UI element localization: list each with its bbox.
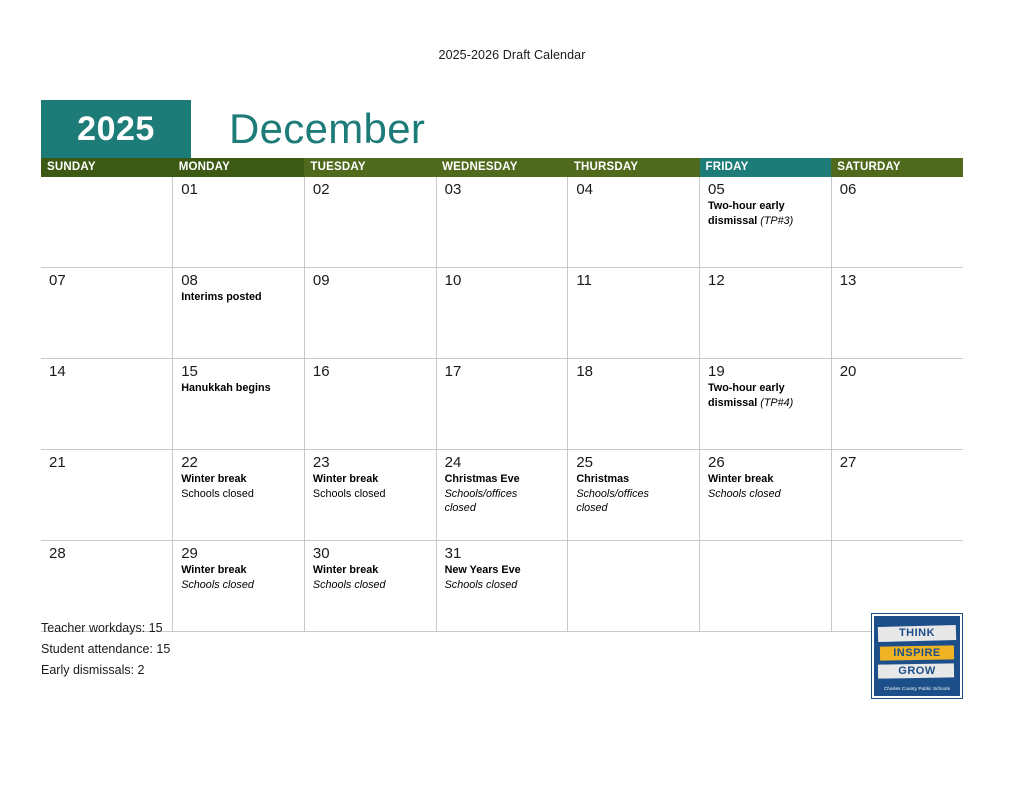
- calendar-empty-cell: [568, 541, 700, 632]
- day-event-text: Winter break: [312, 564, 379, 577]
- day-event-text: Schools closed: [181, 487, 254, 500]
- day-event-text: dismissal: [708, 214, 758, 227]
- day-event-text: Schools closed: [181, 578, 254, 591]
- day-number: 22: [181, 454, 198, 471]
- day-event-text: Schools/offices: [576, 487, 649, 500]
- day-number: 10: [444, 272, 462, 289]
- day-event-text: Schools closed: [444, 578, 518, 591]
- day-event: [708, 199, 825, 213]
- day-event-text: New Years Eve: [444, 564, 521, 577]
- day-event: [313, 563, 430, 577]
- summary-teacher-workdays: Teacher workdays: 15: [41, 621, 163, 635]
- calendar-day-cell[interactable]: [436, 268, 568, 359]
- day-event: [445, 563, 562, 577]
- district-logo: [872, 614, 958, 694]
- day-event: [181, 578, 298, 592]
- day-event-text: Winter break: [312, 473, 379, 486]
- day-number: 12: [708, 272, 725, 289]
- day-number: 17: [444, 363, 462, 380]
- day-number: 08: [181, 272, 198, 289]
- calendar-day-cell[interactable]: [831, 177, 963, 268]
- day-event-text: dismissal: [708, 396, 758, 409]
- calendar-day-cell[interactable]: [700, 268, 832, 359]
- weekday-header-wednesday: WEDNESDAY: [436, 158, 568, 177]
- calendar-day-cell[interactable]: [304, 177, 436, 268]
- calendar-day-cell[interactable]: [831, 450, 963, 541]
- calendar-day-cell[interactable]: [173, 450, 305, 541]
- day-event: [708, 487, 825, 501]
- calendar-day-cell[interactable]: [304, 268, 436, 359]
- day-event-text: Winter break: [708, 473, 774, 486]
- calendar-day-cell[interactable]: [700, 359, 832, 450]
- day-event: [708, 381, 825, 395]
- day-event-text: Schools closed: [312, 487, 386, 500]
- day-event: [576, 487, 693, 501]
- day-event-text: Schools closed: [708, 487, 781, 500]
- weekday-header-row: [41, 158, 963, 177]
- day-event-text: Winter break: [181, 473, 247, 486]
- day-number: 31: [444, 545, 462, 562]
- calendar-day-cell[interactable]: [173, 541, 305, 632]
- day-number: 26: [708, 454, 725, 471]
- day-number: 04: [576, 181, 593, 198]
- calendar-week-row: [41, 450, 963, 541]
- day-number: 16: [312, 363, 330, 380]
- day-event: [445, 487, 562, 501]
- day-event-text: Two-hour early: [708, 200, 785, 213]
- calendar-day-cell[interactable]: [831, 268, 963, 359]
- day-number: 01: [181, 181, 198, 198]
- calendar-day-cell[interactable]: [831, 359, 963, 450]
- day-event: [445, 578, 562, 592]
- calendar-day-cell[interactable]: [436, 359, 568, 450]
- calendar-empty-cell: [41, 177, 173, 268]
- day-event: [313, 578, 430, 592]
- weekday-header-friday: FRIDAY: [700, 158, 832, 177]
- calendar-day-cell[interactable]: [304, 450, 436, 541]
- day-event-text: Christmas Eve: [444, 473, 520, 486]
- calendar-day-cell[interactable]: [568, 359, 700, 450]
- calendar-day-cell[interactable]: [436, 541, 568, 632]
- month-title: December: [229, 105, 426, 152]
- calendar-week-row: [41, 177, 963, 268]
- calendar-day-cell[interactable]: [304, 359, 436, 450]
- day-event-text: Interims posted: [181, 291, 262, 304]
- logo-line-inspire: INSPIRE: [893, 647, 941, 659]
- day-number: 05: [708, 181, 725, 198]
- day-event-text: Winter break: [181, 564, 247, 577]
- day-number: 07: [49, 272, 66, 289]
- day-event: [708, 214, 825, 228]
- day-event-text: Christmas: [576, 473, 630, 486]
- day-event: [181, 381, 298, 395]
- calendar-title-row: [41, 100, 963, 158]
- day-number: 15: [181, 363, 198, 380]
- day-number: 29: [181, 545, 198, 562]
- calendar-day-cell[interactable]: [436, 450, 568, 541]
- day-number: 30: [312, 545, 330, 562]
- day-event: [445, 501, 562, 515]
- calendar-day-cell[interactable]: [568, 177, 700, 268]
- day-event-text: closed: [444, 501, 476, 514]
- day-number: 11: [576, 272, 592, 289]
- day-number: 28: [49, 545, 66, 562]
- day-event: [708, 472, 825, 486]
- calendar-day-cell[interactable]: [304, 541, 436, 632]
- calendar-body: [41, 177, 963, 632]
- calendar: [41, 100, 963, 632]
- day-event-suffix: (TP#4): [760, 396, 794, 409]
- day-number: 21: [49, 454, 66, 471]
- weekday-header-tuesday: TUESDAY: [304, 158, 436, 177]
- logo-caption: Charles County Public Schools: [884, 686, 950, 691]
- day-event-text: Hanukkah begins: [181, 382, 271, 395]
- day-number: 27: [839, 454, 857, 471]
- year-badge: 2025: [41, 100, 191, 158]
- calendar-day-cell[interactable]: [41, 450, 173, 541]
- logo-line-grow: GROW: [898, 665, 936, 677]
- calendar-week-row: [41, 268, 963, 359]
- calendar-day-cell[interactable]: [436, 177, 568, 268]
- calendar-day-cell[interactable]: [173, 359, 305, 450]
- day-number: 03: [444, 181, 462, 198]
- day-event: [708, 396, 825, 410]
- calendar-day-cell[interactable]: [41, 359, 173, 450]
- calendar-day-cell[interactable]: [41, 268, 173, 359]
- weekday-header-monday: MONDAY: [173, 158, 305, 177]
- day-number: 23: [312, 454, 330, 471]
- calendar-day-cell[interactable]: [700, 450, 832, 541]
- summary-student-attendance: Student attendance: 15: [41, 641, 171, 656]
- day-event: [313, 487, 430, 501]
- calendar-day-cell[interactable]: [700, 177, 832, 268]
- day-event-text: Schools/offices: [444, 487, 518, 500]
- calendar-week-row: [41, 541, 963, 632]
- day-number: 02: [312, 181, 330, 198]
- day-number: 14: [49, 363, 66, 380]
- day-number: 18: [576, 363, 593, 380]
- summary-early-dismissals: Early dismissals: 2: [41, 662, 145, 677]
- day-number: 24: [444, 454, 462, 471]
- day-event: [181, 290, 298, 304]
- day-number: 09: [312, 272, 330, 289]
- day-event: [181, 487, 298, 501]
- calendar-day-cell[interactable]: [173, 177, 305, 268]
- day-event: [313, 472, 430, 486]
- day-number: 20: [839, 363, 857, 380]
- day-number: 25: [576, 454, 593, 471]
- calendar-summary: [41, 618, 170, 680]
- day-event: [576, 501, 693, 515]
- weekday-header-saturday: SATURDAY: [831, 158, 963, 177]
- calendar-day-cell[interactable]: [173, 268, 305, 359]
- day-event-suffix: (TP#3): [760, 214, 794, 227]
- day-number: 13: [839, 272, 857, 289]
- day-number: 19: [708, 363, 725, 380]
- weekday-header-sunday: SUNDAY: [41, 158, 173, 177]
- day-event-text: Two-hour early: [708, 382, 785, 395]
- day-event: [576, 472, 693, 486]
- day-event: [181, 472, 298, 486]
- page-title: 2025-2026 Draft Calendar: [438, 48, 586, 62]
- weekday-header-thursday: THURSDAY: [568, 158, 700, 177]
- day-number: 06: [839, 181, 857, 198]
- calendar-week-row: [41, 359, 963, 450]
- day-event-text: Schools closed: [312, 578, 386, 591]
- calendar-grid: [41, 158, 963, 632]
- calendar-day-cell[interactable]: [568, 450, 700, 541]
- calendar-empty-cell: [700, 541, 832, 632]
- calendar-day-cell[interactable]: [568, 268, 700, 359]
- logo-line-think: THINK: [898, 627, 936, 639]
- day-event: [181, 563, 298, 577]
- day-event: [445, 472, 562, 486]
- day-event-text: closed: [576, 501, 608, 514]
